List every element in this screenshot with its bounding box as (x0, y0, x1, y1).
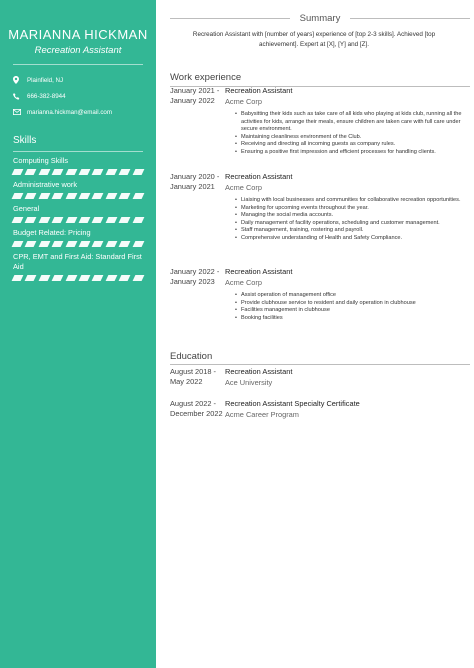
sidebar (0, 0, 156, 668)
skill-level-segment (92, 241, 104, 247)
skill-level-segment (12, 193, 24, 199)
company-name: Acme Corp (225, 97, 262, 106)
skill-level-segment (119, 217, 131, 223)
responsibility-list (225, 111, 470, 157)
summary-rule-right (350, 18, 470, 19)
skill-level-segment (105, 241, 117, 247)
responsibility-item: • Managing the social media accounts. (235, 212, 470, 220)
candidate-title: Recreation Assistant (34, 45, 122, 56)
skill-level-segment (79, 217, 91, 223)
skill-level-segment (25, 169, 37, 175)
responsibility-item: • Provide clubhouse service to resident and daily operation in clubhouse (235, 300, 470, 308)
skill-level-segment (119, 241, 131, 247)
skill-name: Administrative work (13, 180, 78, 189)
work-experience-heading: Work experience (170, 72, 242, 83)
skill-level-segment (52, 169, 64, 175)
skill-level-segment (65, 241, 77, 247)
skill-level-segment (92, 217, 104, 223)
skill-level-segment (25, 193, 37, 199)
responsibility-item: • Ensuring a positive first impression and efficient processes for handling clients. (235, 149, 470, 157)
skill-level-bar (13, 241, 143, 247)
skill-level-bar (13, 169, 143, 175)
location-text: Plainfield, NJ (27, 76, 64, 84)
responsibility-item: • Receiving and directing all incoming guests as company rules. (235, 141, 470, 149)
experience-dates: January 2021 - January 2022 (170, 86, 220, 105)
degree-title: Recreation Assistant Specialty Certificate (225, 399, 360, 408)
summary-heading: Summary (299, 13, 341, 24)
skill-item (0, 180, 156, 199)
skill-level-segment (92, 193, 104, 199)
education-heading: Education (170, 351, 213, 362)
education-divider (170, 364, 470, 365)
company-name: Acme Corp (225, 183, 262, 192)
skill-level-segment (92, 275, 104, 281)
skill-level-segment (105, 169, 117, 175)
skill-item (0, 252, 156, 281)
skill-level-segment (92, 169, 104, 175)
experience-dates: January 2022 - January 2023 (170, 267, 220, 286)
responsibility-item: • Staff management, training, rostering and payroll. (235, 227, 470, 235)
skill-level-segment (12, 217, 24, 223)
skill-level-bar (13, 193, 143, 199)
degree-title: Recreation Assistant (225, 367, 293, 376)
skill-list (0, 156, 156, 281)
skill-item (0, 156, 156, 175)
experience-body (225, 267, 470, 322)
skill-level-segment (65, 275, 77, 281)
responsibility-list (225, 197, 470, 243)
skill-level-segment (105, 217, 117, 223)
skill-name: Budget Related: Pricing (13, 228, 91, 237)
skill-name: Computing Skills (13, 156, 69, 165)
skill-level-bar (13, 217, 143, 223)
skill-level-segment (79, 169, 91, 175)
skill-level-segment (79, 275, 91, 281)
skill-level-segment (12, 241, 24, 247)
responsibility-item: • Booking facilities (235, 315, 470, 323)
skill-item (0, 204, 156, 223)
experience-body (225, 172, 470, 243)
contact-email (0, 104, 156, 120)
company-name: Acme Corp (225, 278, 262, 287)
sidebar-divider (13, 64, 143, 65)
skill-level-segment (38, 217, 50, 223)
education-body (225, 399, 470, 420)
skill-level-segment (105, 275, 117, 281)
skill-item (0, 228, 156, 247)
responsibility-item: • Babysitting their kids such as take care of all kids who playing at kids club, running all the activities for kids, arrange their meals, ensure children are taken care with full care under secure environment. (235, 111, 470, 134)
responsibility-list (225, 292, 470, 322)
responsibility-item: • Assist operation of management office (235, 292, 470, 300)
contact-phone (0, 88, 156, 104)
skills-heading: Skills (13, 135, 37, 146)
skill-level-segment (12, 275, 24, 281)
skill-level-segment (79, 241, 91, 247)
skill-level-segment (12, 169, 24, 175)
experience-dates: January 2020 - January 2021 (170, 172, 220, 191)
responsibility-item: • Liaising with local businesses and communities for collaborative recreation opportunities. (235, 197, 470, 205)
education-body (225, 367, 470, 388)
skills-divider (13, 151, 143, 152)
job-title: Recreation Assistant (225, 172, 293, 181)
experience-body (225, 86, 470, 157)
responsibility-item: • Comprehensive understanding of Health and Safety Compliance. (235, 235, 470, 243)
skill-level-segment (65, 193, 77, 199)
education-dates: August 2018 - May 2022 (170, 367, 217, 386)
skill-level-segment (38, 241, 50, 247)
skill-level-segment (132, 217, 144, 223)
skill-level-segment (119, 275, 131, 281)
skill-level-segment (52, 193, 64, 199)
candidate-name: MARIANNA HICKMAN (8, 27, 148, 42)
skill-level-bar (13, 275, 143, 281)
job-title: Recreation Assistant (225, 267, 293, 276)
school-name: Ace University (225, 378, 273, 387)
skill-level-segment (38, 169, 50, 175)
skill-level-segment (132, 241, 144, 247)
job-title: Recreation Assistant (225, 86, 293, 95)
contact-list (0, 72, 156, 120)
email-text[interactable]: marianna.hickman@email.com (27, 108, 113, 116)
skill-level-segment (132, 169, 144, 175)
skill-level-segment (119, 193, 131, 199)
skill-level-segment (105, 193, 117, 199)
summary-text: Recreation Assistant with [number of years] experience of [top 2-3 skills]. Achieved [top achievement]. Expert at [X], [Y] and [Z]. (192, 31, 436, 48)
contact-location (0, 72, 156, 88)
responsibility-item: • Marketing for upcoming events throughout the year. (235, 205, 470, 213)
skill-level-segment (132, 275, 144, 281)
phone-icon (13, 93, 23, 100)
responsibility-item: • Facilities management in clubhouse (235, 307, 470, 315)
skill-level-segment (52, 275, 64, 281)
skill-level-segment (25, 241, 37, 247)
phone-text: 666-382-8944 (27, 92, 66, 100)
summary-rule-left (170, 18, 290, 19)
summary-heading-row (170, 13, 470, 24)
skill-level-segment (38, 193, 50, 199)
location-pin-icon (13, 76, 23, 84)
skill-level-segment (65, 169, 77, 175)
main-content (156, 0, 474, 668)
skill-level-segment (52, 217, 64, 223)
skill-level-segment (132, 193, 144, 199)
skill-name: General (13, 204, 40, 213)
responsibility-item: • Maintaining cleanliness environment of the Club. (235, 134, 470, 142)
envelope-icon (13, 109, 23, 115)
education-dates: August 2022 - December 2022 (170, 399, 223, 418)
skill-level-segment (25, 217, 37, 223)
skill-level-segment (52, 241, 64, 247)
responsibility-item: • Daily management of facility operations, scheduling and customer management. (235, 220, 470, 228)
skill-name: CPR, EMT and First Aid: Standard First Aid (13, 252, 142, 271)
skill-level-segment (65, 217, 77, 223)
school-name: Acme Career Program (225, 410, 299, 419)
skill-level-segment (25, 275, 37, 281)
skill-level-segment (79, 193, 91, 199)
skill-level-segment (119, 169, 131, 175)
skill-level-segment (38, 275, 50, 281)
